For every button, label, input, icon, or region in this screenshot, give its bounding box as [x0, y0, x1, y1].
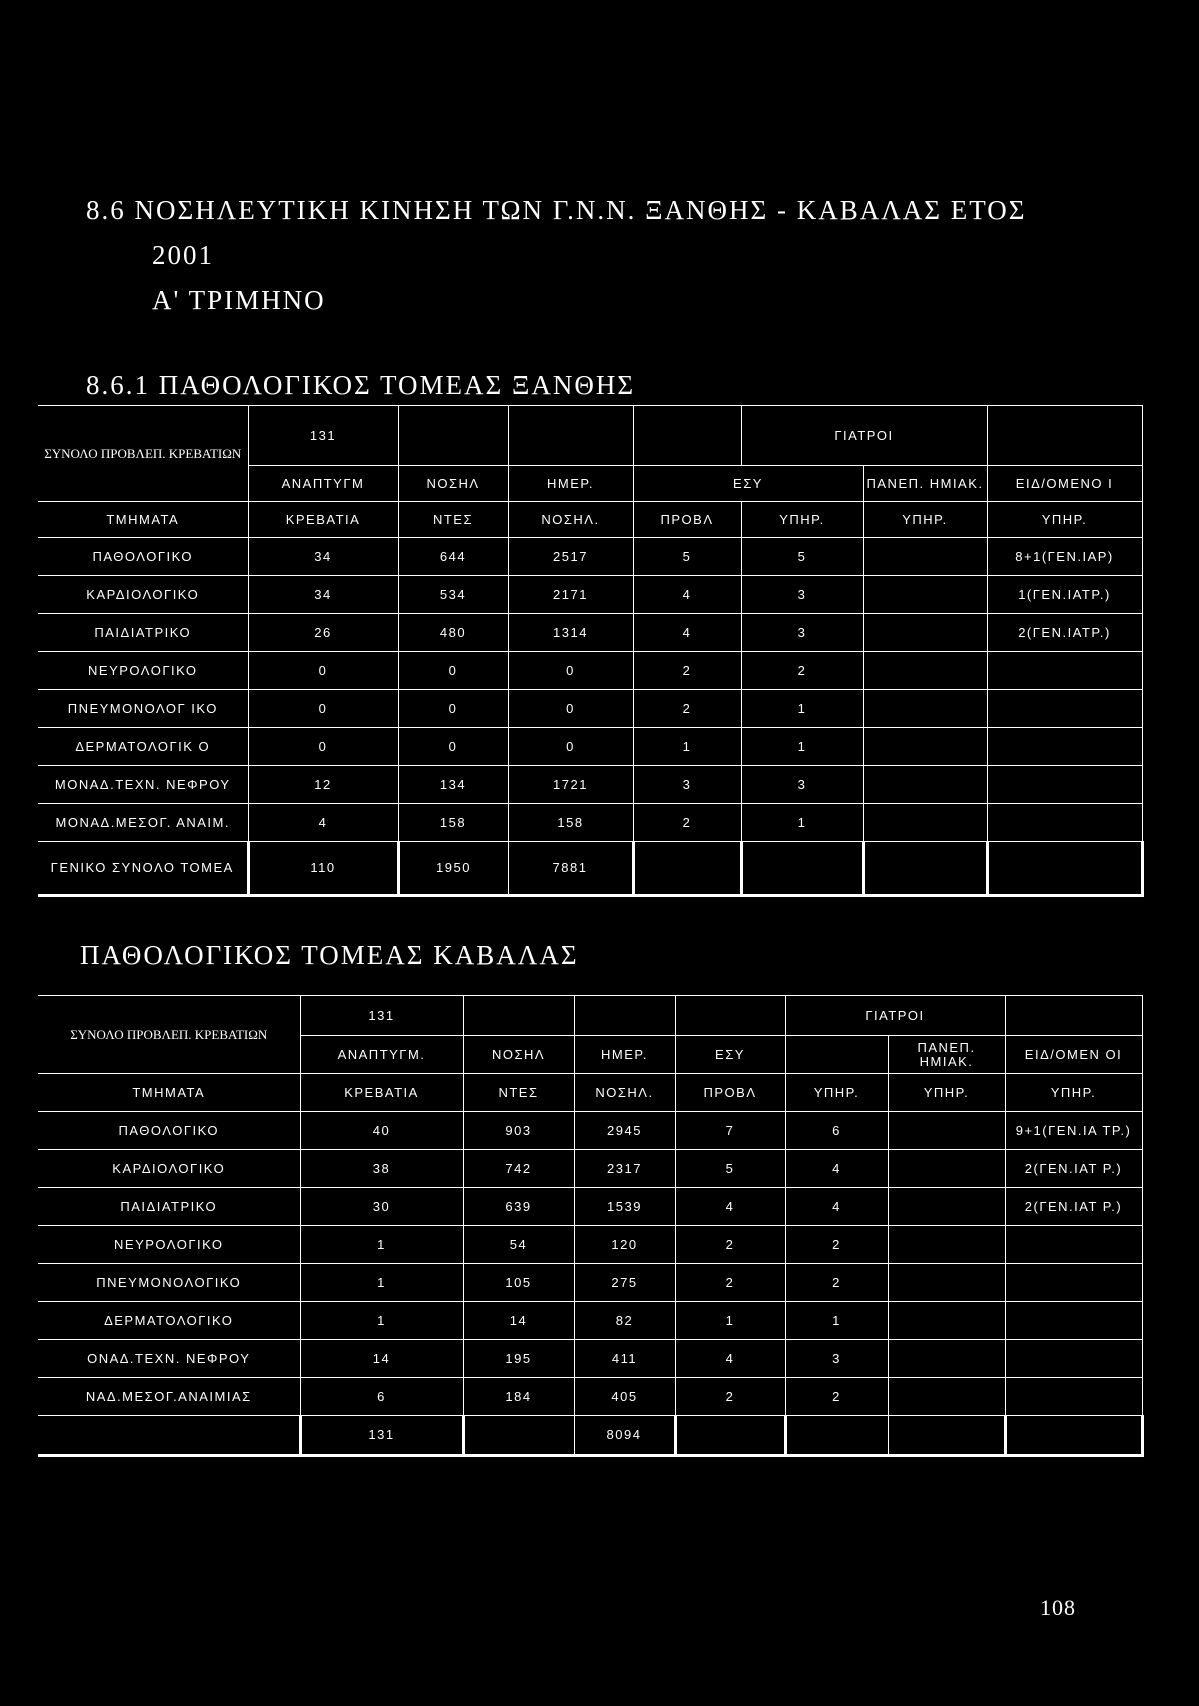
- hdr-eidik: ΕΙΔ/ΟΜΕΝ ΟΙ: [1005, 1036, 1142, 1074]
- table-row: ΠΝΕΥΜΟΝΟΛΟΓΙΚΟ 1 105 275 2 2: [38, 1264, 1142, 1302]
- hdr-ypir-esy: ΥΠΗΡ.: [785, 1074, 888, 1112]
- hdr-ntes: ΝΤΕΣ: [463, 1074, 574, 1112]
- kavala-table: [38, 995, 1144, 1457]
- hdr-imer: ΗΜΕΡ.: [574, 1036, 675, 1074]
- total-beds-label: ΣΥΝΟΛΟ ΠΡΟΒΛΕΠ. ΚΡΕΒΑΤΙΩΝ: [38, 406, 248, 502]
- table-row: ΚΑΡΔΙΟΛΟΓΙΚΟ 38 742 2317 5 4 2(ΓΕΝ.ΙΑΤ Ρ.): [38, 1150, 1142, 1188]
- table-row: ΝΕΥΡΟΛΟΓΙΚΟ 1 54 120 2 2: [38, 1226, 1142, 1264]
- total-beds-value: 131: [248, 406, 398, 466]
- hdr-ypir-eidik: ΥΠΗΡ.: [987, 502, 1142, 538]
- table-row: ΝΕΥΡΟΛΟΓΙΚΟ 0 0 0 2 2: [38, 652, 1142, 690]
- hdr-imer: ΗΜΕΡ.: [508, 466, 633, 502]
- hdr-anaptygm: ΑΝΑΠΤΥΓΜ.: [300, 1036, 463, 1074]
- table-row: ΚΑΡΔΙΟΛΟΓΙΚΟ 34 534 2171 4 3 1(ΓΕΝ.ΙΑΤΡ.): [38, 576, 1142, 614]
- hdr-provl: ΠΡΟΒΛ: [633, 502, 741, 538]
- table-row: ΔΕΡΜΑΤΟΛΟΓΙΚ Ο 0 0 0 1 1: [38, 728, 1142, 766]
- table-row: ΔΕΡΜΑΤΟΛΟΓΙΚΟ 1 14 82 1 1: [38, 1302, 1142, 1340]
- xanthi-title: 8.6.1 ΠΑΘΟΛΟΓΙΚΟΣ ΤΟΜΕΑΣ ΞΑΝΘΗΣ: [86, 370, 636, 400]
- hdr-tmimata: ΤΜΗΜΑΤΑ: [38, 1074, 300, 1112]
- page-number: 108: [1040, 1595, 1076, 1620]
- hdr-eidik: ΕΙΔ/ΟΜΕΝΟ Ι: [987, 466, 1142, 502]
- hdr-nosil2: ΝΟΣΗΛ.: [574, 1074, 675, 1112]
- table-row: ΜΟΝΑΔ.ΤΕΧΝ. ΝΕΦΡΟΥ 12 134 1721 3 3: [38, 766, 1142, 804]
- hdr-nosil2: ΝΟΣΗΛ.: [508, 502, 633, 538]
- hdr-krevatia: ΚΡΕΒΑΤΙΑ: [248, 502, 398, 538]
- section-title: 8.6 ΝΟΣΗΛΕΥΤΙΚΗ ΚΙΝΗΣΗ ΤΩΝ Γ.Ν.Ν. ΞΑΝΘΗΣ - ΚΑΒΑΛΑΣ ΕΤΟΣ: [86, 195, 1027, 225]
- doctors-header: ΓΙΑΤΡΟΙ: [785, 996, 1005, 1036]
- table-total-row: 131 8094: [38, 1416, 1142, 1456]
- table-row: ΠΝΕΥΜΟΝΟΛΟΓ ΙΚΟ 0 0 0 2 1: [38, 690, 1142, 728]
- hdr-ypir-eidik: ΥΠΗΡ.: [1005, 1074, 1142, 1112]
- total-beds-label: ΣΥΝΟΛΟ ΠΡΟΒΛΕΠ. ΚΡΕΒΑΤΙΩΝ: [38, 996, 300, 1074]
- hdr-ntes: ΝΤΕΣ: [398, 502, 508, 538]
- hdr-provl: ΠΡΟΒΛ: [675, 1074, 785, 1112]
- kavala-title: ΠΑΘΟΛΟΓΙΚΟΣ ΤΟΜΕΑΣ ΚΑΒΑΛΑΣ: [80, 940, 579, 970]
- hdr-esy: ΕΣΥ: [675, 1036, 785, 1074]
- hdr-krevatia: ΚΡΕΒΑΤΙΑ: [300, 1074, 463, 1112]
- table-row: ΠΑΘΟΛΟΓΙΚΟ 40 903 2945 7 6 9+1(ΓΕΝ.ΙΑ ΤΡ.): [38, 1112, 1142, 1150]
- xanthi-table: [38, 405, 1144, 897]
- table-row: ΠΑΘΟΛΟΓΙΚΟ 34 644 2517 5 5 8+1(ΓΕΝ.ΙΑΡ): [38, 538, 1142, 576]
- hdr-nosil: ΝΟΣΗΛ: [463, 1036, 574, 1074]
- hdr-nosil: ΝΟΣΗΛ: [398, 466, 508, 502]
- doctors-header: ΓΙΑΤΡΟΙ: [741, 406, 987, 466]
- table-row: ΠΑΙΔΙΑΤΡΙΚΟ 30 639 1539 4 4 2(ΓΕΝ.ΙΑΤ Ρ.): [38, 1188, 1142, 1226]
- hdr-tmimata: ΤΜΗΜΑΤΑ: [38, 502, 248, 538]
- table-total-row: ΓΕΝΙΚΟ ΣΥΝΟΛΟ ΤΟΜΕΑ 110 1950 7881: [38, 842, 1142, 896]
- section-quarter: Α' ΤΡΙΜΗΝΟ: [152, 285, 326, 315]
- table-row: ΟΝΑΔ.ΤΕΧΝ. ΝΕΦΡΟΥ 14 195 411 4 3: [38, 1340, 1142, 1378]
- hdr-panep: ΠΑΝΕΠ. ΗΜΙΑΚ.: [863, 466, 987, 502]
- hdr-ypir-panep: ΥΠΗΡ.: [863, 502, 987, 538]
- table-row: ΝΑΔ.ΜΕΣΟΓ.ΑΝΑΙΜΙΑΣ 6 184 405 2 2: [38, 1378, 1142, 1416]
- hdr-anaptygm: ΑΝΑΠΤΥΓΜ: [248, 466, 398, 502]
- hdr-esy: ΕΣΥ: [633, 466, 863, 502]
- hdr-ypir-esy: ΥΠΗΡ.: [741, 502, 863, 538]
- hdr-panep: ΠΑΝΕΠ. ΗΜΙΑΚ.: [888, 1036, 1005, 1074]
- table-row: ΜΟΝΑΔ.ΜΕΣΟΓ. ΑΝΑΙΜ. 4 158 158 2 1: [38, 804, 1142, 842]
- table-row: ΠΑΙΔΙΑΤΡΙΚΟ 26 480 1314 4 3 2(ΓΕΝ.ΙΑΤΡ.): [38, 614, 1142, 652]
- section-year: 2001: [152, 240, 214, 270]
- total-beds-value: 131: [300, 996, 463, 1036]
- hdr-ypir-panep: ΥΠΗΡ.: [888, 1074, 1005, 1112]
